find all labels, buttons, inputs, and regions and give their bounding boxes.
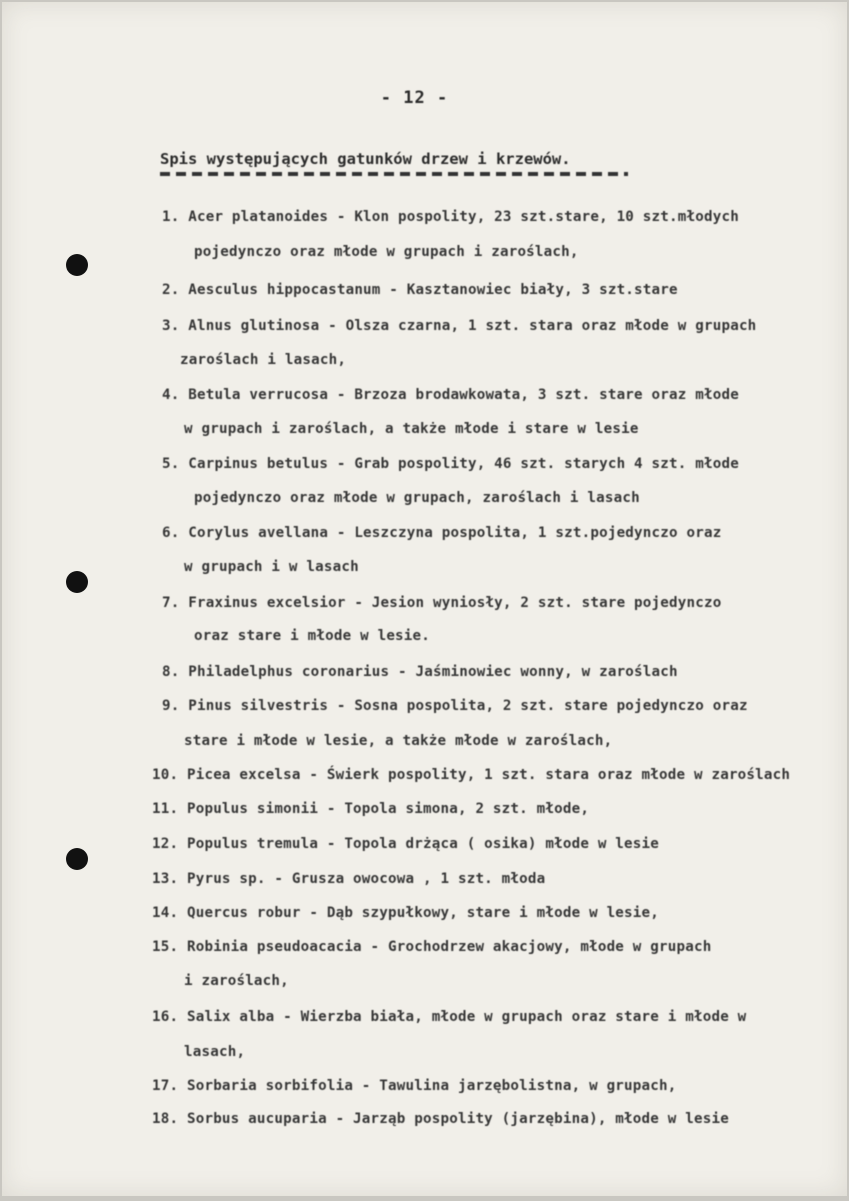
list-item-7-line-2: oraz stare i młode w lesie. <box>194 628 431 644</box>
list-item-6-line-2: w grupach i w lasach <box>184 559 359 575</box>
list-item-6-line-1: 6. Corylus avellana - Leszczyna pospolita, 1 szt.pojedynczo oraz <box>162 525 722 541</box>
list-item-9-line-1: 9. Pinus silvestris - Sosna pospolita, 2 szt. stare pojedynczo oraz <box>162 698 748 714</box>
list-item-2-line-1: 2. Aesculus hippocastanum - Kasztanowiec biały, 3 szt.stare <box>162 282 678 298</box>
list-item-16-line-2: lasach, <box>184 1044 246 1060</box>
list-item-4-line-2: w grupach i zaroślach, a także młode i stare w lesie <box>184 421 639 437</box>
list-item-8-line-1: 8. Philadelphus coronarius - Jaśminowiec wonny, w zaroślach <box>162 664 678 680</box>
page-number: - 12 - <box>380 88 449 108</box>
list-item-3-line-2: zaroślach i lasach, <box>180 352 347 368</box>
list-item-4-line-1: 4. Betula verrucosa - Brzoza brodawkowata, 3 szt. stare oraz młode <box>162 387 739 403</box>
list-item-16-line-1: 16. Salix alba - Wierzba biała, młode w grupach oraz stare i młode w <box>152 1009 747 1025</box>
list-item-3-line-1: 3. Alnus glutinosa - Olsza czarna, 1 szt. stara oraz młode w grupach <box>162 318 757 334</box>
document-page <box>2 2 847 1196</box>
list-item-14-line-1: 14. Quercus robur - Dąb szypułkowy, stare i młode w lesie, <box>152 905 660 921</box>
list-item-7-line-1: 7. Fraxinus excelsior - Jesion wyniosły, 2 szt. stare pojedynczo <box>162 595 722 611</box>
list-item-5-line-2: pojedynczo oraz młode w grupach, zaroślach i lasach <box>194 490 640 506</box>
list-item-5-line-1: 5. Carpinus betulus - Grab pospolity, 46 szt. starych 4 szt. młode <box>162 456 739 472</box>
list-item-15-line-2: i zaroślach, <box>184 973 289 989</box>
list-item-12-line-1: 12. Populus tremula - Topola drżąca ( osika) młode w lesie <box>152 836 660 852</box>
list-item-11-line-1: 11. Populus simonii - Topola simona, 2 szt. młode, <box>152 801 590 817</box>
punch-hole-bottom <box>66 848 88 870</box>
punch-hole-top <box>66 254 88 276</box>
list-item-1-line-2: pojedynczo oraz młode w grupach i zaroślach, <box>194 244 579 260</box>
list-item-1-line-1: 1. Acer platanoides - Klon pospolity, 23 szt.stare, 10 szt.młodych <box>162 209 739 225</box>
list-item-13-line-1: 13. Pyrus sp. - Grusza owocowa , 1 szt. młoda <box>152 871 546 887</box>
list-item-9-line-2: stare i młode w lesie, a także młode w zaroślach, <box>184 733 613 749</box>
list-item-18-line-1: 18. Sorbus aucuparia - Jarząb pospolity (jarzębina), młode w lesie <box>152 1111 729 1127</box>
punch-hole-middle <box>66 571 88 593</box>
heading-underline <box>160 172 628 176</box>
list-item-17-line-1: 17. Sorbaria sorbifolia - Tawulina jarzębolistna, w grupach, <box>152 1078 677 1094</box>
list-item-10-line-1: 10. Picea excelsa - Świerk pospolity, 1 szt. stara oraz młode w zaroślach <box>152 767 791 783</box>
list-item-15-line-1: 15. Robinia pseudoacacia - Grochodrzew akacjowy, młode w grupach <box>152 939 712 955</box>
page-heading: Spis występujących gatunków drzew i krzewów. <box>160 150 571 168</box>
